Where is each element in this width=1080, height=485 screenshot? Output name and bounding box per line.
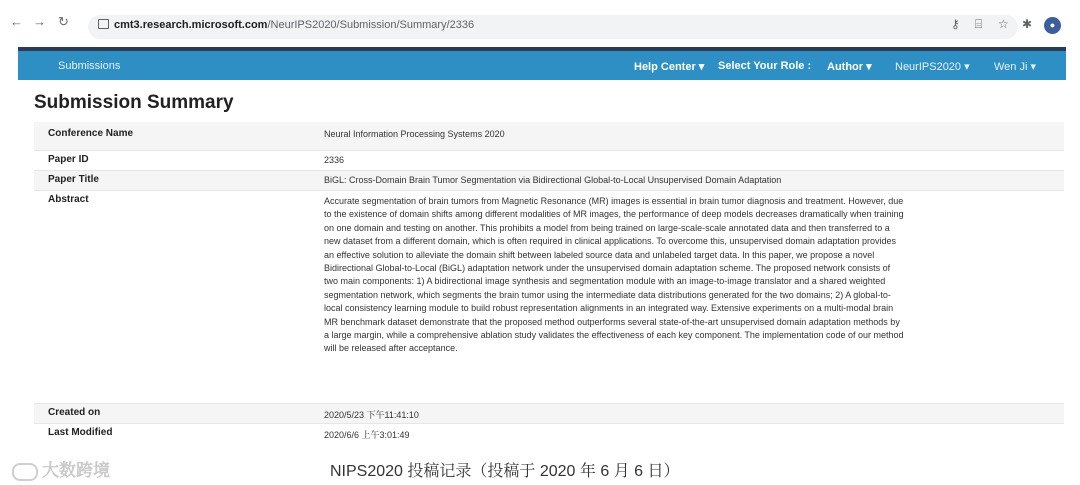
key-icon[interactable]: ⚷	[951, 17, 960, 31]
watermark-icon	[12, 463, 38, 481]
reload-icon[interactable]: ↻	[58, 14, 69, 29]
last-modified-label: Last Modified	[48, 427, 113, 438]
back-icon[interactable]: ←	[10, 14, 23, 29]
select-role-label: Select Your Role :	[718, 60, 812, 72]
created-on-label: Created on	[48, 407, 101, 418]
caret-down-icon: ▾	[695, 61, 705, 73]
row-created-on	[34, 404, 1064, 423]
watermark-logo: 大数跨境	[12, 456, 110, 481]
row-paper-title	[34, 171, 1064, 190]
caret-down-icon: ▾	[961, 61, 970, 73]
image-caption: NIPS2020 投稿记录（投稿于 2020 年 6 月 6 日）	[330, 463, 680, 480]
paper-id-value: 2336	[324, 155, 345, 165]
browser-chrome	[0, 0, 1080, 44]
conference-name-label: Conference Name	[48, 128, 134, 139]
caret-down-icon: ▾	[863, 61, 872, 73]
page-title: Submission Summary	[34, 92, 234, 113]
row-paper-id	[34, 151, 1064, 170]
abstract-value: Accurate segmentation of brain tumors from Magnetic Resonance (MR) images is essential in brain tumor diagnosis and treatment. However, due to the existence of domain shifts among different modalities of MR images, the performance of deep models decreases dramatically when training on one domain and testing on another. This prohibits a model from being trained on large-scale-scale annotated data and then transferred to a new dataset from a different domain, which is often required in clinical applications. To overcome this, unsupervised domain adaptation provides an effective solution to alleviate the domain shift between labeled source data and unlabeled target data. In this paper, we propose a novel Bidirectional Global-to-Local (BiGL) adaptation network under the unsupervised domain adaptation scheme. The proposed network consists of two main components: 1) A bidirectional image synthesis and segmentation module with an image-to-image translator and a shared weighted segmentation network, which segments the brain tumor using the intermediate data distributions generated for the two domains; 2) A global-to-local consistency learning module to build robust representation alignments in an integrated way. Extensive experiments on a multi-modal brain MR benchmark dataset demonstrate that the proposed method outperforms several state-of-the-art unsupervised domain adaptation methods by a large margin, while a comprehensive ablation study validates the effectiveness of each key component. The implementation code of our method will be released after acceptance.	[324, 196, 904, 354]
row-conference-name	[34, 122, 1064, 150]
row-last-modified	[34, 424, 1064, 443]
nav-conference-dropdown[interactable]: NeurIPS2020 ▾	[895, 61, 970, 73]
nav-submissions[interactable]: Submissions	[58, 60, 121, 72]
nav-help-center[interactable]: Help Center ▾	[634, 61, 705, 73]
forward-icon[interactable]: →	[33, 14, 46, 29]
abstract-label: Abstract	[48, 194, 89, 205]
conference-name-value: Neural Information Processing Systems 2020	[324, 129, 505, 139]
last-modified-value: 2020/6/6 上午3:01:49	[324, 430, 410, 440]
paper-id-label: Paper ID	[48, 154, 89, 165]
profile-avatar[interactable]: ●	[1044, 17, 1061, 34]
caret-down-icon: ▾	[1027, 61, 1036, 73]
translate-icon[interactable]: ⌸	[975, 17, 983, 31]
nav-user-dropdown[interactable]: Wen Ji ▾	[994, 61, 1036, 73]
created-on-value: 2020/5/23 下午11:41:10	[324, 410, 419, 420]
top-navbar	[18, 47, 1066, 80]
paper-title-label: Paper Title	[48, 174, 99, 185]
row-abstract	[34, 191, 1064, 403]
lock-icon	[98, 19, 109, 29]
address-bar[interactable]	[88, 15, 1018, 39]
nav-role-dropdown[interactable]: Author ▾	[827, 61, 872, 73]
url-text: cmt3.research.microsoft.com/NeurIPS2020/Submission/Summary/2336	[114, 19, 475, 31]
paper-title-value: BiGL: Cross-Domain Brain Tumor Segmentation via Bidirectional Global-to-Local Unsupervised Domain Adaptation	[324, 175, 782, 185]
star-icon[interactable]: ☆	[998, 17, 1009, 31]
extensions-icon[interactable]: ✱	[1022, 17, 1033, 31]
